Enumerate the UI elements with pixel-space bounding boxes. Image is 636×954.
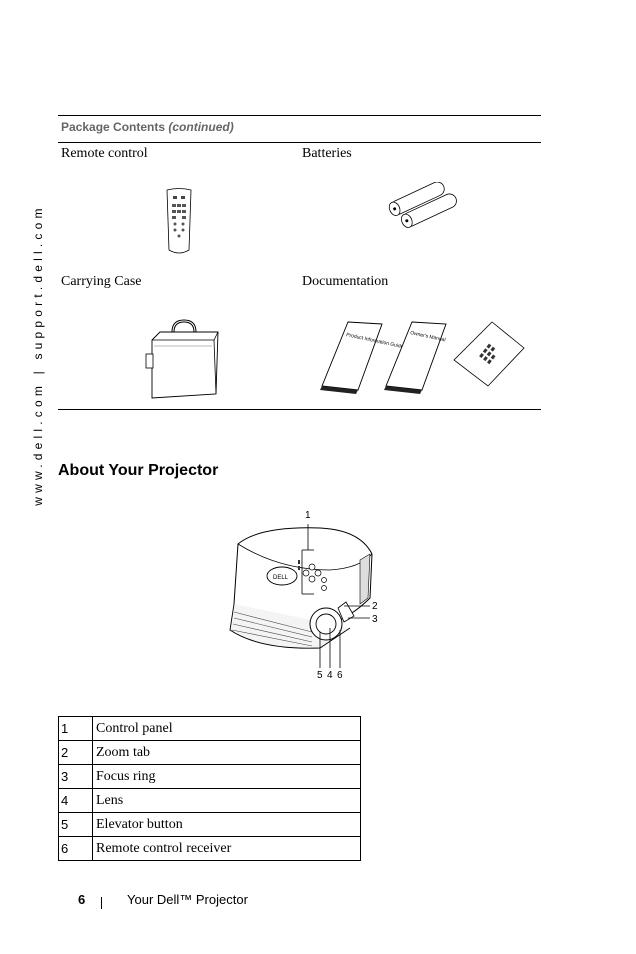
legend-label: Remote control receiver bbox=[93, 837, 361, 861]
section-title: About Your Projector bbox=[58, 462, 219, 479]
table-row bbox=[59, 741, 361, 765]
table-row bbox=[59, 813, 361, 837]
carrying-case-label: Carrying Case bbox=[61, 274, 142, 289]
table-row bbox=[59, 789, 361, 813]
callout-3: 3 bbox=[372, 614, 378, 625]
callout-5: 5 bbox=[317, 670, 323, 681]
owners-manual-text: Owner's Manual bbox=[409, 330, 447, 344]
projector-legend-table bbox=[58, 716, 361, 861]
legend-number: 3 bbox=[59, 765, 93, 789]
legend-label: Lens bbox=[93, 789, 361, 813]
table-row bbox=[59, 837, 361, 861]
legend-label: Zoom tab bbox=[93, 741, 361, 765]
table-row bbox=[59, 765, 361, 789]
documentation-icon bbox=[320, 320, 530, 394]
remote-control-label: Remote control bbox=[61, 146, 148, 161]
table-row bbox=[59, 717, 361, 741]
svg-text:DELL: DELL bbox=[273, 575, 289, 581]
package-contents-title: Package Contents bbox=[61, 120, 166, 134]
legend-number: 1 bbox=[59, 717, 93, 741]
callout-1: 1 bbox=[305, 510, 311, 521]
page-number: 6 bbox=[78, 892, 86, 907]
footer-title: Your Dell™ Projector bbox=[127, 892, 248, 907]
documentation-label: Documentation bbox=[302, 274, 389, 289]
legend-number: 6 bbox=[59, 837, 93, 861]
legend-label: Elevator button bbox=[93, 813, 361, 837]
package-contents-note: (continued) bbox=[168, 120, 234, 134]
package-contents-table bbox=[58, 115, 541, 410]
footer-divider bbox=[101, 897, 102, 909]
carrying-case-icon bbox=[144, 318, 224, 402]
batteries-label: Batteries bbox=[302, 146, 352, 161]
projector-illustration bbox=[220, 500, 400, 685]
legend-number: 4 bbox=[59, 789, 93, 813]
batteries-icon bbox=[384, 182, 460, 230]
product-info-guide-text: Product Information Guide bbox=[345, 332, 404, 351]
callout-6: 6 bbox=[337, 670, 343, 681]
side-url: www.dell.com | support.dell.com bbox=[31, 204, 45, 506]
legend-number: 5 bbox=[59, 813, 93, 837]
legend-label: Focus ring bbox=[93, 765, 361, 789]
legend-number: 2 bbox=[59, 741, 93, 765]
callout-2: 2 bbox=[372, 601, 378, 612]
package-contents-header bbox=[58, 116, 541, 143]
callout-4: 4 bbox=[327, 670, 333, 681]
remote-control-icon bbox=[164, 188, 194, 256]
legend-label: Control panel bbox=[93, 717, 361, 741]
